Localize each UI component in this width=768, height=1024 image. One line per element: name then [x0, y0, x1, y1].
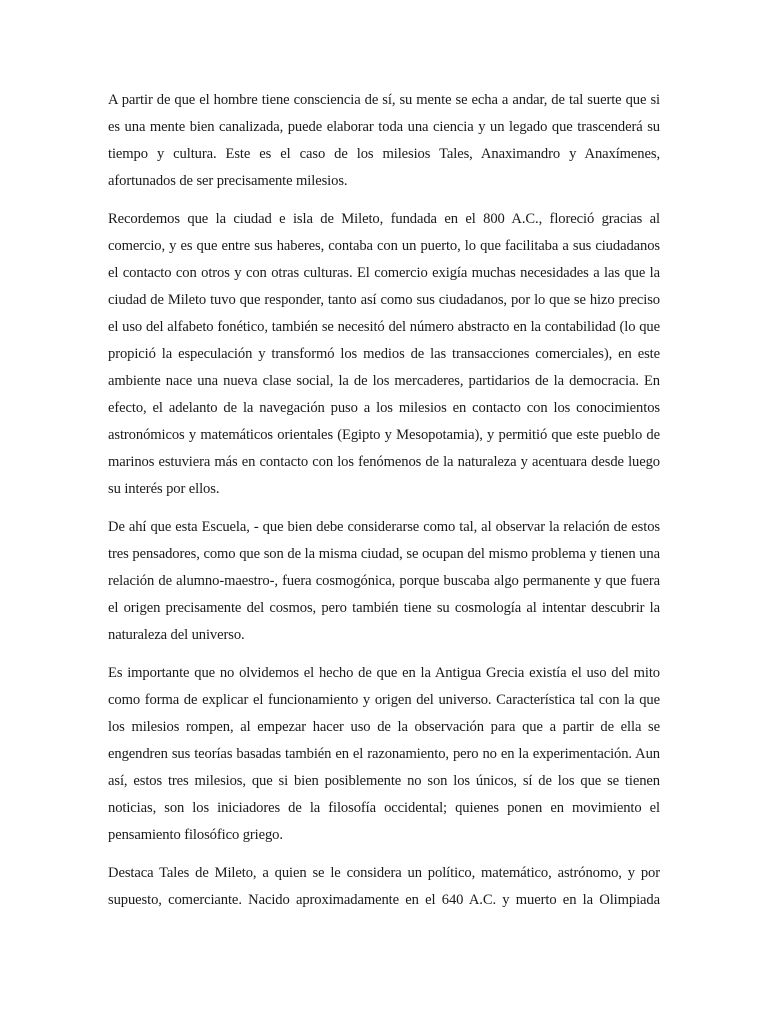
- paragraph-4: Es importante que no olvidemos el hecho de que en la Antigua Grecia existía el uso del mito como forma de explicar el funcionamiento y origen del universo. Característica tal con la que los milesios rompen, al empezar hacer uso de la observación para que a partir de ella se engendren sus teorías basadas también en el razonamiento, pero no en la experimentación. Aun así, estos tres milesios, que si bien posiblemente no son los únicos, sí de los que se tienen noticias, son los iniciadores de la filosofía occidental; quienes ponen en movimiento el pensamiento filosófico griego.: [108, 665, 660, 843]
- paragraph-1: A partir de que el hombre tiene consciencia de sí, su mente se echa a andar, de tal suerte que si es una mente bien canalizada, puede elaborar toda una ciencia y un legado que trascenderá su tiempo y cultura. Este es el caso de los milesios Tales, Anaximandro y Anaxímenes, afortunados de ser precisamente milesios.: [108, 92, 660, 189]
- paragraph-2: Recordemos que la ciudad e isla de Mileto, fundada en el 800 A.C., floreció gracias al comercio, y es que entre sus haberes, contaba con un puerto, lo que facilitaba a sus ciudadanos el contacto con otros y con otras culturas. El comercio exigía muchas necesidades a las que la ciudad de Mileto tuvo que responder, tanto así como sus ciudadanos, por lo que se hizo preciso el uso del alfabeto fonético, también se necesitó del número abstracto en la contabilidad (lo que propició la especulación y transformó los medios de las transacciones comerciales), en este ambiente nace una nueva clase social, la de los mercaderes, partidarios de la democracia. En efecto, el adelanto de la navegación puso a los milesios en contacto con los conocimientos astronómicos y matemáticos orientales (Egipto y Mesopotamia), y permitió que este pueblo de marinos estuviera más en contacto con los fenómenos de la naturaleza y acentuara desde luego su interés por ellos.: [108, 211, 660, 497]
- paragraph-5: Destaca Tales de Mileto, a quien se le considera un político, matemático, astrónomo, y por supuesto, comerciante. Nacido aproximadamente en el 640 A.C. y muerto en la Olimpiada: [108, 865, 660, 908]
- document-body: [108, 87, 660, 925]
- paragraph-3: De ahí que esta Escuela, - que bien debe considerarse como tal, al observar la relación de estos tres pensadores, como que son de la misma ciudad, se ocupan del mismo problema y tienen una relación de alumno-maestro-, fuera cosmogónica, porque buscaba algo permanente y que fuera el origen precisamente del cosmos, pero también tiene su cosmología al intentar descubrir la naturaleza del universo.: [108, 519, 660, 643]
